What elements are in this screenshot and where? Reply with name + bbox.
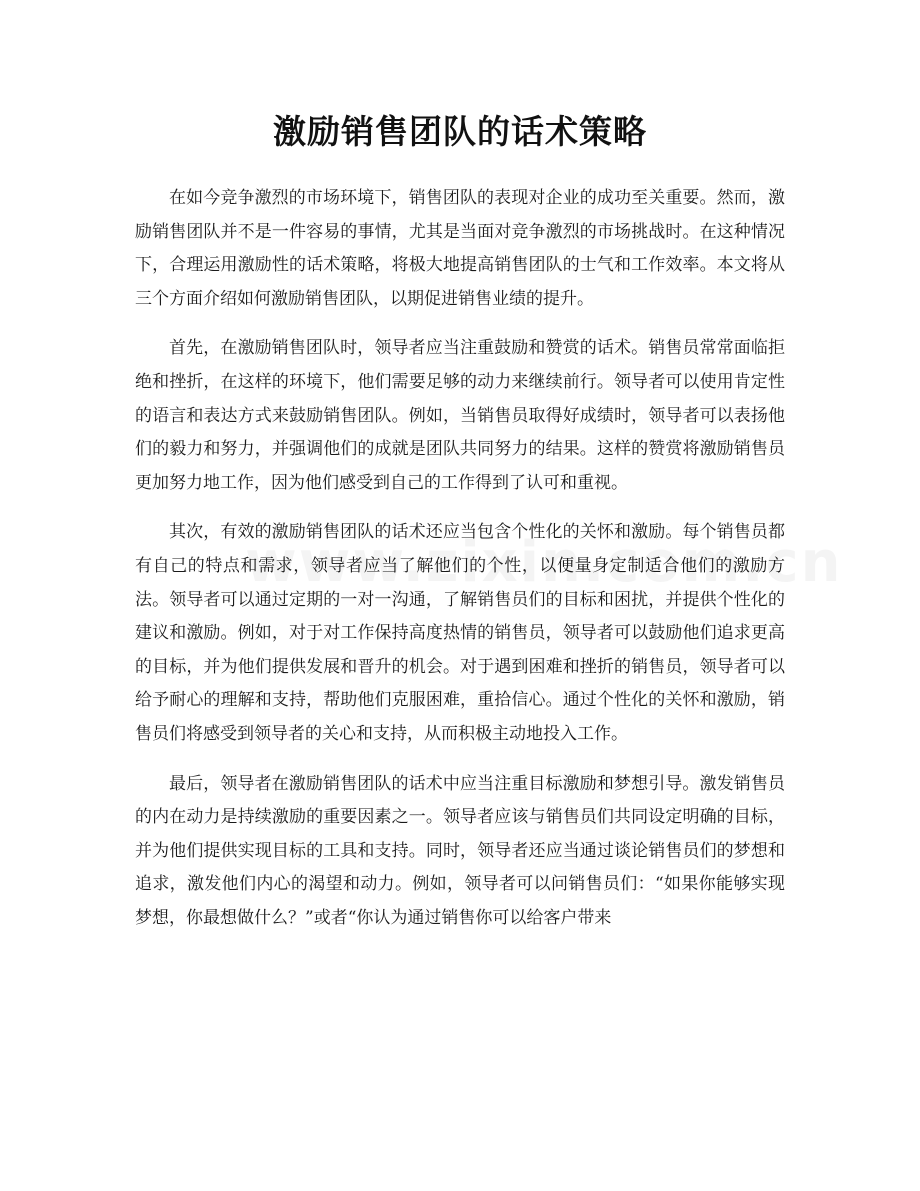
paragraph-second-point: 其次，有效的激励销售团队的话术还应当包含个性化的关怀和激励。每个销售员都有自己的特点和需求，领导者应当了解他们的个性，以便量身定制适合他们的激励方法。领导者可以通过定期的一对一沟通，了解销售员们的目标和困扰，并提供个性化的建议和激励。例如，对于对工作保持高度热情的销售员，领导者可以鼓励他们追求更高的目标，并为他们提供发展和晋升的机会。对于遇到困难和挫折的销售员，领导者可以给予耐心的理解和支持，帮助他们克服困难，重拾信心。通过个性化的关怀和激励，销售员们将感受到领导者的关心和支持，从而积极主动地投入工作。 xyxy=(135,522,785,744)
paragraph-first-point: 首先，在激励销售团队时，领导者应当注重鼓励和赞赏的话术。销售员常常面临拒绝和挫折，在这样的环境下，他们需要足够的动力来继续前行。领导者可以使用肯定性的语言和表达方式来鼓励销售团队。例如，当销售员取得好成绩时，领导者可以表扬他们的毅力和努力，并强调他们的成就是团队共同努力的结果。这样的赞赏将激励销售员更加努力地工作，因为他们感受到自己的工作得到了认可和重视。 xyxy=(135,338,785,493)
document-body xyxy=(135,182,785,951)
document-title: 激励销售团队的话术策略 xyxy=(273,112,647,151)
paragraph-intro: 在如今竞争激烈的市场环境下，销售团队的表现对企业的成功至关重要。然而，激励销售团队并不是一件容易的事情，尤其是当面对竞争激烈的市场挑战时。在这种情况下，合理运用激励性的话术策略，将极大地提高销售团队的士气和工作效率。本文将从三个方面介绍如何激励销售团队，以期促进销售业绩的提升。 xyxy=(135,188,785,309)
paragraph-third-point: 最后，领导者在激励销售团队的话术中应当注重目标激励和梦想引导。激发销售员的内在动力是持续激励的重要因素之一。领导者应该与销售员们共同设定明确的目标，并为他们提供实现目标的工具和支持。同时，领导者还应当通过谈论销售员们的梦想和追求，激发他们内心的渴望和动力。例如，领导者可以问销售员们：“如果你能够实现梦想，你最想做什么？”或者“你认为通过销售你可以给客户带来 xyxy=(135,773,785,928)
